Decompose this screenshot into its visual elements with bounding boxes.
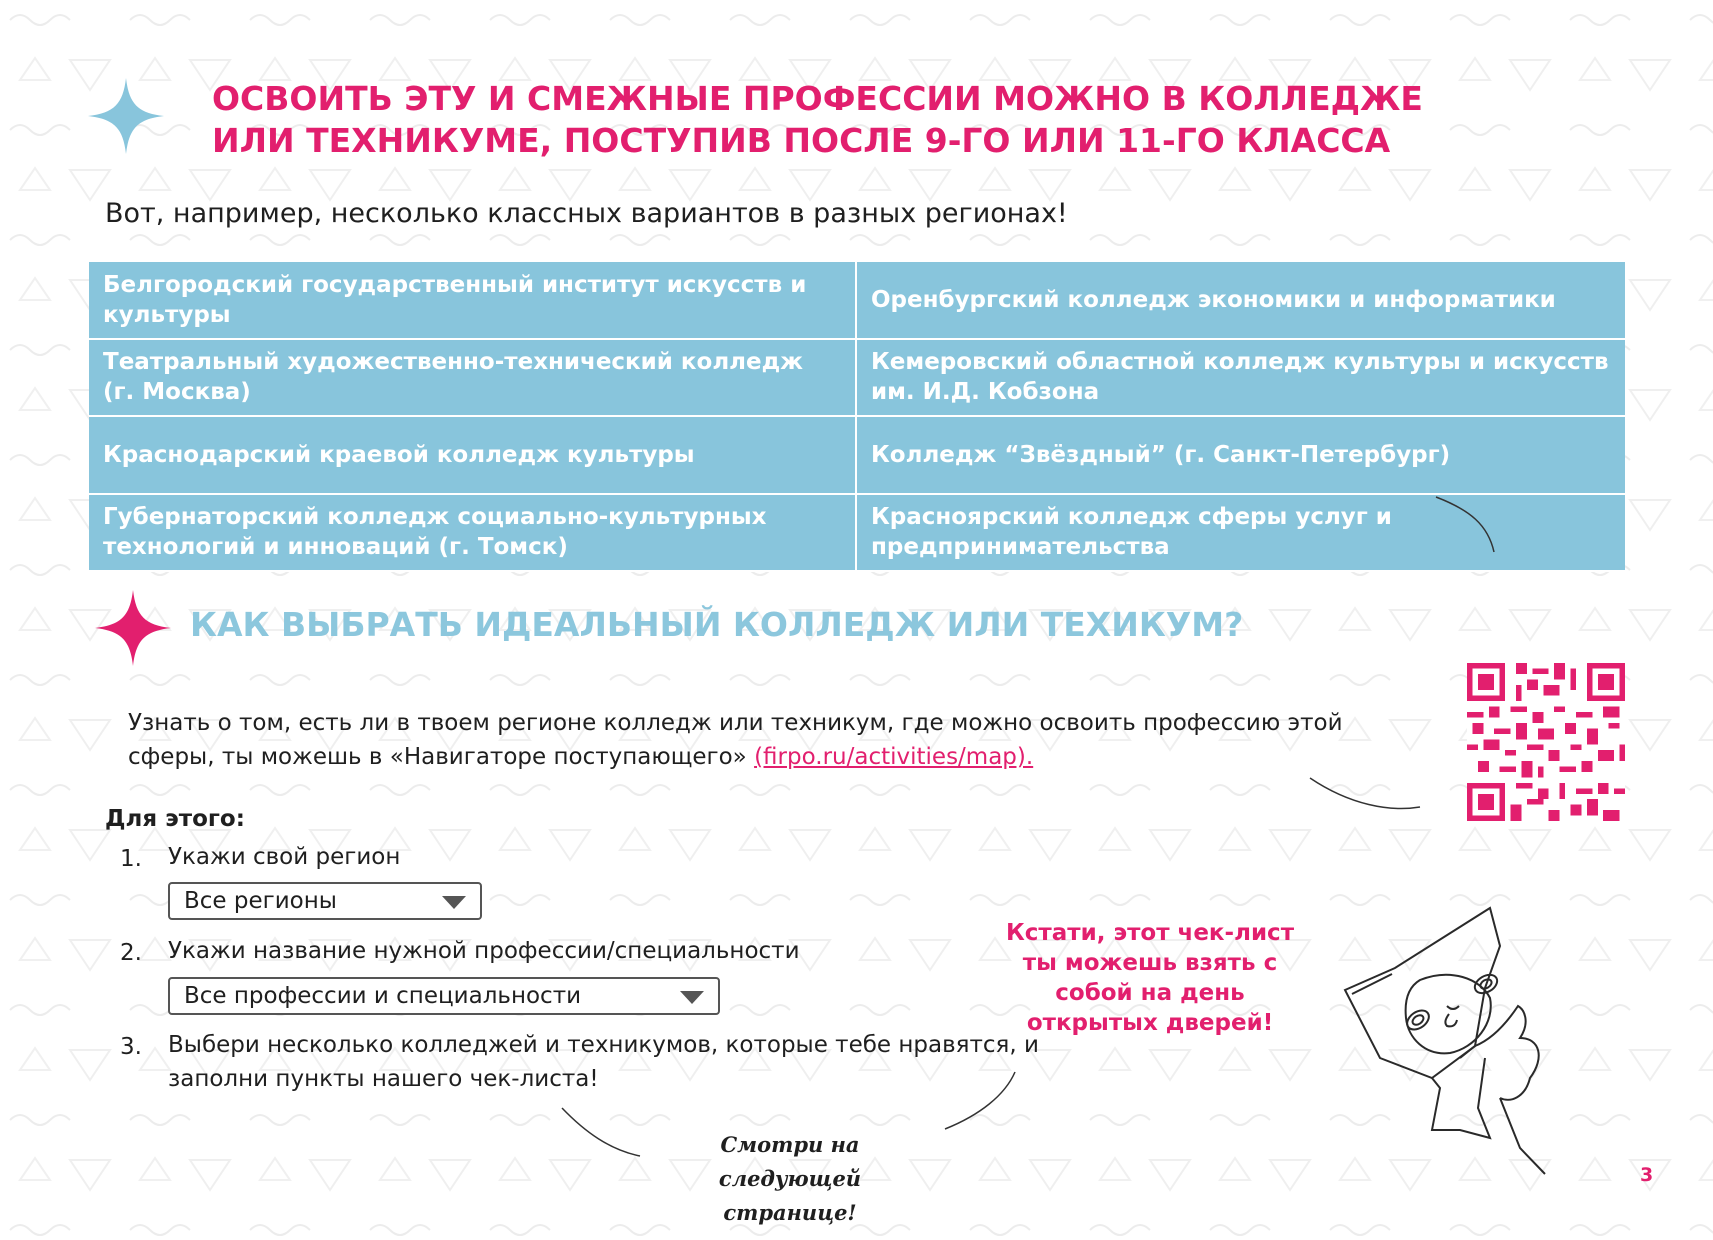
step-number: 1. [120,846,142,872]
college-cell: Красноярский колледж сферы услуг и предпринимательства [857,495,1625,573]
navigator-text: Узнать о том, есть ли в твоем регионе колледж или техникум, где можно освоить профессию этой сферы, ты можешь в «Навигаторе поступающего» [128,710,1343,770]
college-cell: Оренбургский колледж экономики и информатики [857,262,1625,340]
college-cell: Краснодарский краевой колледж культуры [89,417,857,495]
college-cell: Губернаторский колледж социально-культурных технологий и инноваций (г. Томск) [89,495,857,573]
navigator-link[interactable]: (firpo.ru/activities/map). [754,744,1034,770]
steps-title: Для этого: [105,806,245,832]
step-text: Укажи свой регион [168,844,401,870]
college-cell: Белгородский государственный институт искусств и культуры [89,262,857,340]
profession-select-value: Все профессии и специальности [184,983,582,1009]
step-text: Укажи название нужной профессии/специальности [168,938,800,964]
choose-heading: КАК ВЫБРАТЬ ИДЕАЛЬНЫЙ КОЛЛЕДЖ ИЛИ ТЕХИКУМ? [190,605,1244,644]
checklist-note: Кстати, этот чек-лист ты можешь взять с собой на день открытых дверей! [1005,920,1295,1036]
cat-illustration [1340,898,1610,1180]
college-cell: Кемеровский областной колледж культуры и искусств им. И.Д. Кобзона [857,340,1625,418]
step-number: 3. [120,1034,142,1060]
main-heading: ОСВОИТЬ ЭТУ И СМЕЖНЫЕ ПРОФЕССИИ МОЖНО В КОЛЛЕДЖЕ ИЛИ ТЕХНИКУМЕ, ПОСТУПИВ ПОСЛЕ 9-ГО ИЛИ 11-ГО КЛАССА [212,79,1423,160]
step-text: Выбери несколько колледжей и техникумов, которые тебе нравятся, и заполни пункты нашего чек-листа! [168,1032,1039,1092]
college-cell: Колледж “Звёздный” (г. Санкт-Петербург) [857,417,1625,495]
step-number: 2. [120,940,142,966]
next-page-hint: Смотри на следующей странице! [718,1132,862,1225]
intro-text: Вот, например, несколько классных вариантов в разных регионах! [105,198,1068,229]
region-select-value: Все регионы [184,888,337,914]
page-number: 3 [1640,1164,1654,1186]
college-cell: Театральный художественно-технический колледж (г. Москва) [89,340,857,418]
